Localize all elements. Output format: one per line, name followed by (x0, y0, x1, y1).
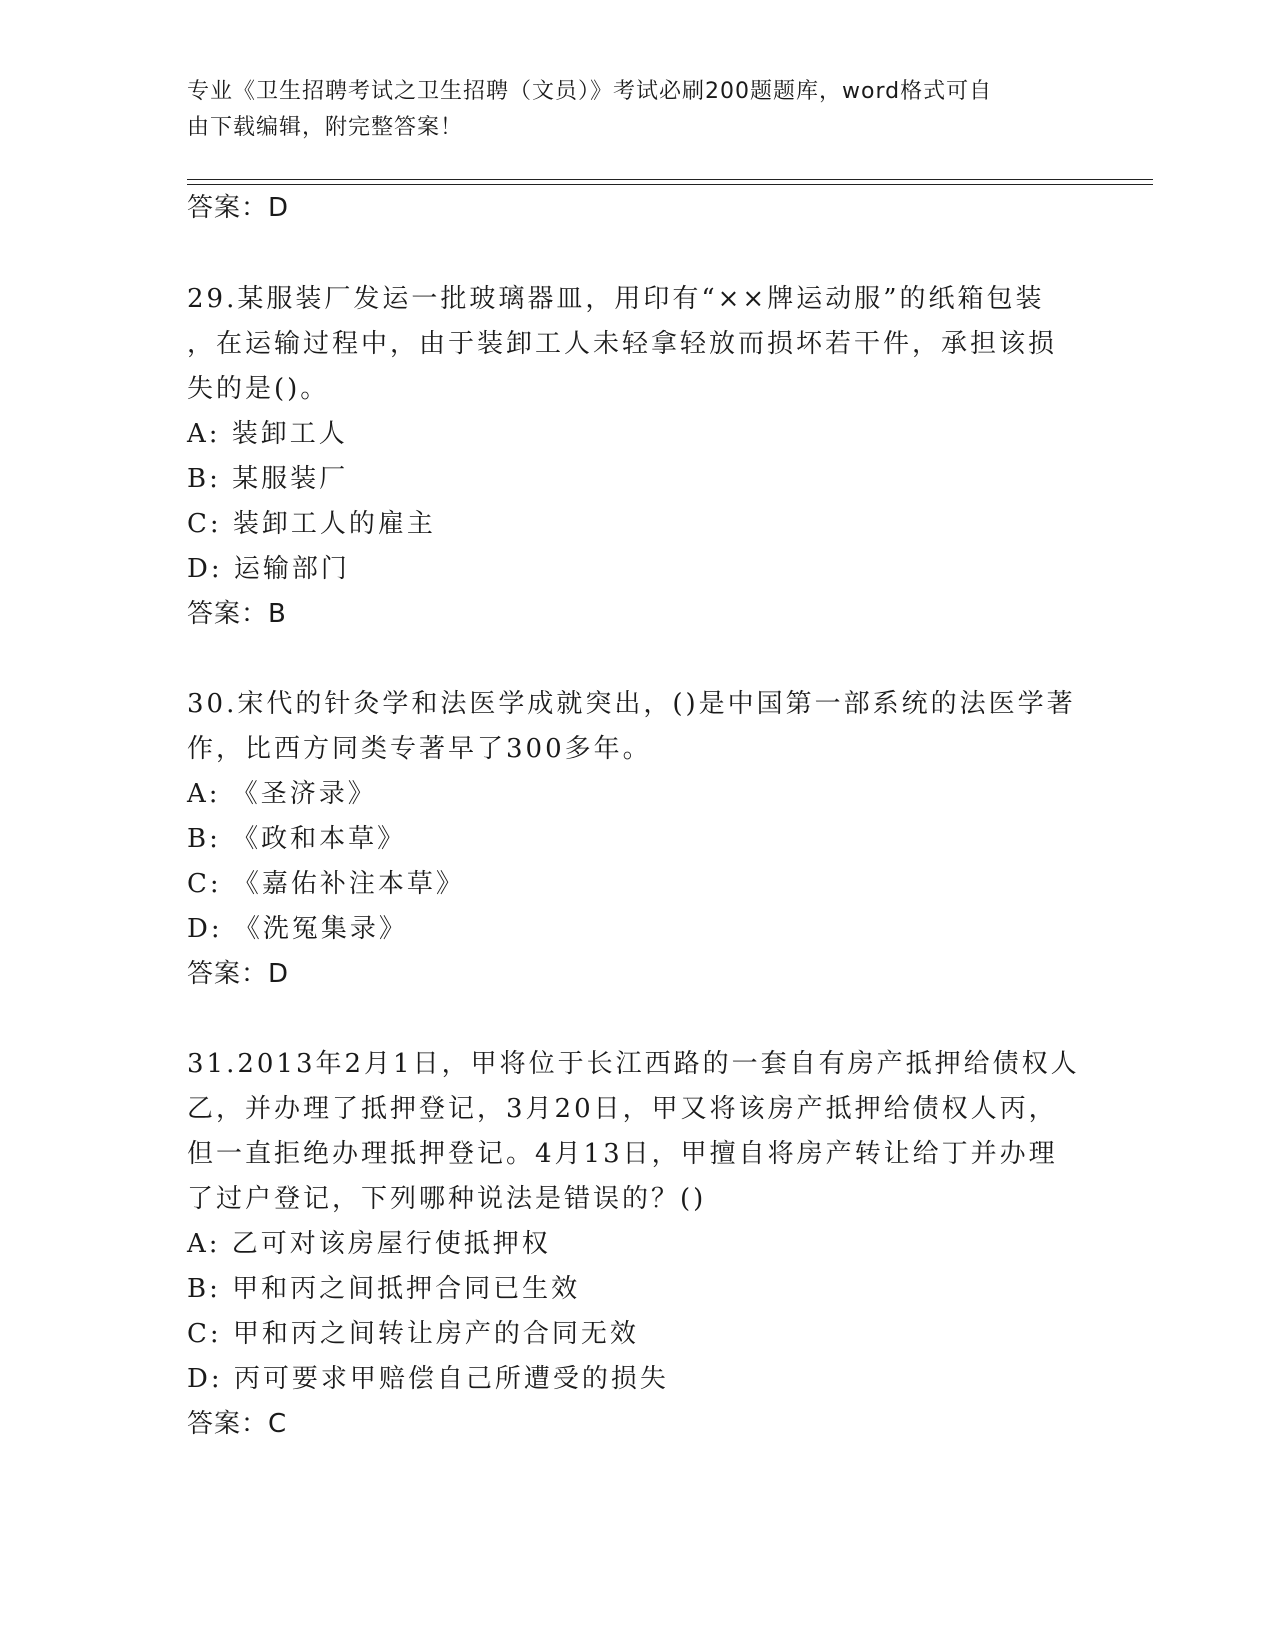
question-30-option-a: A: 《圣济录》 (187, 779, 377, 809)
question-29-answer: 答案：B (187, 599, 287, 629)
question-31-option-b: B: 甲和丙之间抵押合同已生效 (187, 1274, 581, 1304)
question-31-option-d: D: 丙可要求甲赔偿自己所遭受的损失 (187, 1364, 669, 1394)
previous-answer: 答案：D (187, 193, 290, 223)
question-29-option-d: D: 运输部门 (187, 554, 350, 584)
question-29-option-c: C: 装卸工人的雇主 (187, 509, 436, 539)
question-31-line-1: 31.2013年2月1日，甲将位于长江西路的一套自有房产抵押给债权人 (187, 1049, 1080, 1079)
question-30-option-b: B: 《政和本草》 (187, 824, 407, 854)
question-30-answer: 答案：D (187, 959, 290, 989)
question-31-option-a: A: 乙可对该房屋行使抵押权 (187, 1229, 551, 1259)
question-30-line-1: 30.宋代的针灸学和法医学成就突出，()是中国第一部系统的法医学著 (187, 689, 1076, 719)
question-31-line-4: 了过户登记，下列哪种说法是错误的？() (187, 1184, 707, 1214)
question-29-line-2: ，在运输过程中，由于装卸工人未轻拿轻放而损坏若干件，承担该损 (187, 329, 1058, 359)
question-31-answer: 答案：C (187, 1409, 288, 1439)
question-30-option-d: D: 《洗冤集录》 (187, 914, 408, 944)
question-29-option-a: A: 装卸工人 (187, 419, 348, 449)
question-29-line-3: 失的是()。 (187, 374, 330, 404)
question-31-line-3: 但一直拒绝办理抵押登记。4月13日，甲擅自将房产转让给丁并办理 (187, 1139, 1058, 1169)
document-header (187, 74, 1087, 146)
question-31-line-2: 乙，并办理了抵押登记，3月20日，甲又将该房产抵押给债权人丙， (187, 1094, 1058, 1124)
question-30-option-c: C: 《嘉佑补注本草》 (187, 869, 465, 899)
question-29-option-b: B: 某服装厂 (187, 464, 349, 494)
header-divider-top (187, 179, 1153, 180)
question-29-line-1: 29.某服装厂发运一批玻璃器皿，用印有“××牌运动服”的纸箱包装 (187, 284, 1045, 314)
header-divider-bottom (187, 184, 1153, 185)
header-line-1: 专业《卫生招聘考试之卫生招聘（文员）》考试必刷200题题库，word格式可自 (187, 79, 993, 104)
question-31-option-c: C: 甲和丙之间转让房产的合同无效 (187, 1319, 639, 1349)
question-30-line-2: 作，比西方同类专著早了300多年。 (187, 734, 652, 764)
header-line-2: 由下载编辑，附完整答案！ (187, 115, 464, 140)
